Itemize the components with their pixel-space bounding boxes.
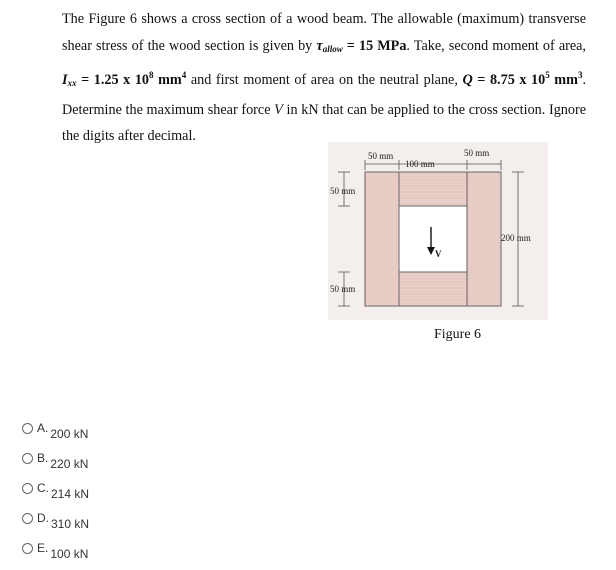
- q-symbol: Q: [462, 72, 473, 88]
- option-letter: D.: [37, 511, 49, 525]
- ixx-exponent: 8: [149, 70, 154, 80]
- option-text: 100 kN: [50, 547, 89, 561]
- option-a[interactable]: [22, 420, 89, 450]
- top-plank: [399, 172, 467, 206]
- option-letter: B.: [37, 451, 49, 465]
- force-label: V: [435, 249, 442, 259]
- beam-cross-section-figure: [328, 142, 548, 320]
- option-b[interactable]: [22, 450, 89, 480]
- dim-top-right: 50 mm: [464, 148, 490, 158]
- left-plank: [365, 172, 399, 306]
- question-part: . Determine the maximum shear force: [62, 72, 586, 118]
- ixx-value: = 1.25 x 10: [76, 72, 150, 88]
- option-c[interactable]: [22, 480, 89, 510]
- question-part: . Take, second moment of area,: [406, 37, 586, 54]
- answer-options: [22, 420, 89, 570]
- dim-left-top: 50 mm: [330, 186, 356, 196]
- tau-symbol: τ: [316, 37, 323, 54]
- dim-left-bottom: 50 mm: [330, 284, 356, 294]
- q-unit-exponent: 3: [577, 70, 583, 80]
- option-d[interactable]: [22, 510, 89, 540]
- option-letter: C.: [37, 481, 49, 495]
- hollow-core: [399, 206, 467, 272]
- i-symbol: I: [62, 72, 68, 88]
- question-part: The Figure 6 shows a cross section of a wood beam. The allowable (maximum) transverse shear stress of the wood section is given by: [62, 11, 586, 54]
- radio-button-icon[interactable]: [22, 423, 33, 434]
- option-text: 310 kN: [51, 517, 90, 531]
- radio-button-icon[interactable]: [22, 453, 33, 464]
- q-unit: mm: [549, 72, 578, 88]
- radio-button-icon[interactable]: [22, 483, 33, 494]
- option-letter: E.: [37, 541, 49, 555]
- radio-button-icon[interactable]: [22, 513, 33, 524]
- figure-caption: Figure 6: [434, 327, 482, 342]
- ixx-unit-exponent: 4: [181, 70, 187, 80]
- option-text: 220 kN: [50, 457, 89, 471]
- allowable-stress-value: = 15 MPa: [342, 37, 407, 54]
- question-text: [62, 6, 586, 150]
- option-text: 200 kN: [50, 427, 89, 441]
- question-part: in kN that can be applied to the cross section. Ignore the digits after decimal.: [62, 101, 586, 144]
- radio-button-icon[interactable]: [22, 543, 33, 554]
- i-subscript: xx: [67, 78, 77, 88]
- tau-subscript: allow: [322, 43, 343, 54]
- option-text: 214 kN: [51, 487, 90, 501]
- q-value: = 8.75 x 10: [472, 72, 546, 88]
- dim-right: 200 mm: [501, 233, 531, 243]
- bottom-plank: [399, 272, 467, 306]
- dim-top-mid: 100 mm: [405, 159, 435, 169]
- question-part: and first moment of area on the neutral plane,: [186, 72, 463, 88]
- option-letter: A.: [37, 421, 49, 435]
- beam-cross-section-svg: [328, 142, 548, 320]
- ixx-unit: mm: [153, 72, 182, 88]
- v-symbol: V: [274, 101, 283, 118]
- option-e[interactable]: [22, 540, 89, 570]
- q-exponent: 5: [545, 70, 550, 80]
- dim-top-left: 50 mm: [368, 151, 394, 161]
- right-plank: [467, 172, 501, 306]
